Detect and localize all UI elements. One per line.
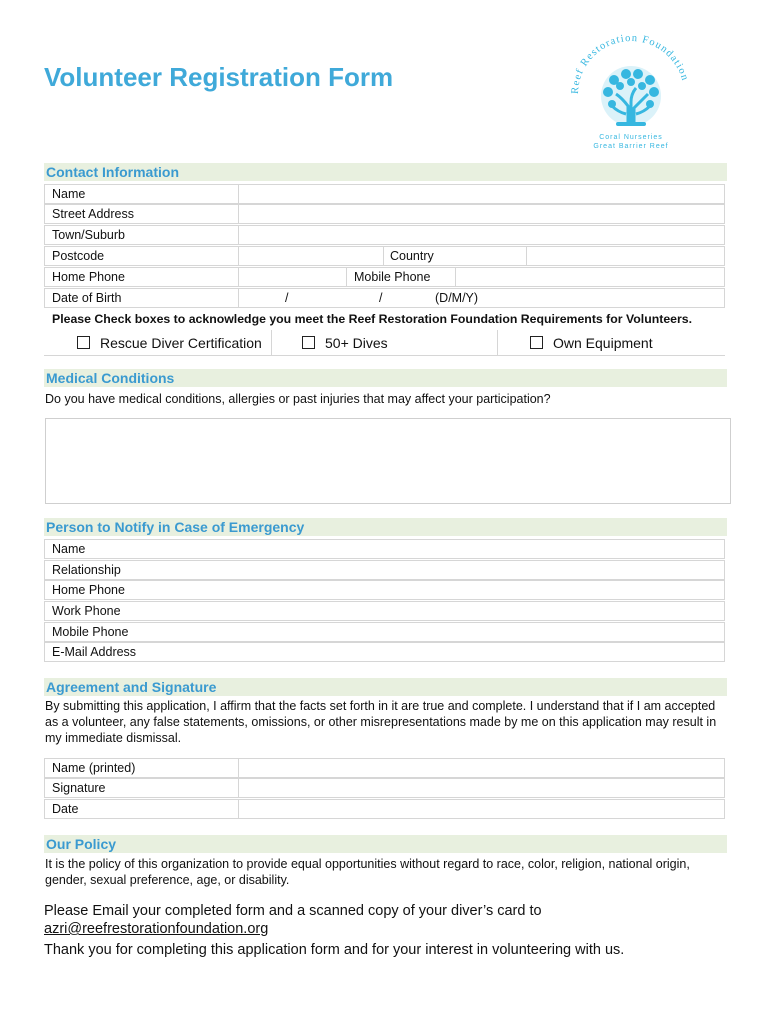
dob-row bbox=[44, 288, 725, 308]
policy-text: It is the policy of this organization to provide equal opportunities without regard to race, color, religion, national origin, gender, sexual preference, age, or disability. bbox=[45, 857, 690, 887]
emergency-section-heading: Person to Notify in Case of Emergency bbox=[44, 518, 727, 536]
policy-section-heading: Our Policy bbox=[44, 835, 727, 853]
logo-line2: Great Barrier Reef bbox=[593, 143, 669, 150]
name-row bbox=[44, 184, 725, 204]
mobile-phone-label: Mobile Phone bbox=[346, 268, 463, 286]
emergency-row[interactable] bbox=[44, 580, 725, 600]
street-label: Street Address bbox=[52, 207, 134, 221]
postcode-label: Postcode bbox=[52, 249, 105, 263]
agreement-section-heading: Agreement and Signature bbox=[44, 678, 727, 696]
signature-label: Signature bbox=[52, 781, 106, 795]
date-row bbox=[44, 799, 725, 819]
checkbox-icon bbox=[530, 336, 543, 349]
home-phone-field[interactable] bbox=[238, 268, 347, 286]
emergency-row[interactable] bbox=[44, 601, 725, 621]
email-instructions: Please Email your completed form and a scanned copy of your diver’s card to bbox=[44, 903, 542, 919]
printed-name-row bbox=[44, 758, 725, 778]
emergency-work-phone-label: Work Phone bbox=[52, 604, 121, 618]
medical-section-heading: Medical Conditions bbox=[44, 369, 727, 387]
printed-name-label: Name (printed) bbox=[52, 761, 136, 775]
checkbox-icon bbox=[302, 336, 315, 349]
country-field[interactable] bbox=[526, 247, 724, 265]
emergency-relationship-label: Relationship bbox=[52, 563, 121, 577]
page-title: Volunteer Registration Form bbox=[44, 62, 394, 92]
medical-conditions-textarea[interactable] bbox=[45, 418, 731, 504]
postcode-row bbox=[44, 246, 725, 266]
rescue-diver-label: Rescue Diver Certification bbox=[100, 335, 262, 351]
country-label: Country bbox=[383, 247, 533, 265]
fifty-dives-checkbox[interactable] bbox=[302, 335, 388, 351]
contact-section-heading: Contact Information bbox=[44, 163, 727, 181]
thank-you-text: Thank you for completing this application form and for your interest in volunteering with us. bbox=[44, 942, 625, 958]
signature-row bbox=[44, 778, 725, 798]
email-link[interactable]: azri@reefrestorationfoundation.org bbox=[44, 921, 269, 937]
emergency-home-phone-label: Home Phone bbox=[52, 583, 125, 597]
requirements-note: Please Check boxes to acknowledge you meet the Reef Restoration Foundation Requirements for Volunteers. bbox=[52, 312, 693, 326]
emergency-row[interactable] bbox=[44, 642, 725, 662]
dob-separator-2: / bbox=[379, 291, 383, 305]
emergency-name-label: Name bbox=[52, 542, 86, 556]
emergency-row[interactable] bbox=[44, 539, 725, 559]
rescue-diver-checkbox[interactable] bbox=[77, 335, 262, 351]
dob-format-hint: (D/M/Y) bbox=[435, 291, 479, 305]
divider bbox=[271, 330, 272, 355]
divider bbox=[497, 330, 498, 355]
date-field[interactable] bbox=[238, 800, 724, 818]
home-phone-label: Home Phone bbox=[52, 270, 125, 284]
name-label: Name bbox=[52, 187, 86, 201]
own-equipment-label: Own Equipment bbox=[553, 335, 653, 351]
phone-row bbox=[44, 267, 725, 287]
agreement-text: By submitting this application, I affirm that the facts set forth in it are true and complete. I understand that if I am accepted as a volunteer, any false statements, omissions, or other misrepresentations made by me on this application may result in my immediate dismissal. bbox=[45, 699, 717, 745]
street-row bbox=[44, 204, 725, 224]
own-equipment-checkbox[interactable] bbox=[530, 335, 653, 351]
date-label: Date bbox=[52, 802, 79, 816]
emergency-email-label: E-Mail Address bbox=[52, 645, 137, 659]
town-field[interactable] bbox=[238, 226, 724, 244]
emergency-row[interactable] bbox=[44, 622, 725, 642]
emergency-row[interactable] bbox=[44, 560, 725, 580]
dob-field[interactable] bbox=[238, 289, 724, 307]
logo-line1: Coral Nurseries bbox=[599, 134, 663, 141]
dob-label: Date of Birth bbox=[52, 291, 122, 305]
signature-field[interactable] bbox=[238, 779, 724, 797]
emergency-mobile-phone-label: Mobile Phone bbox=[52, 625, 129, 639]
street-field[interactable] bbox=[238, 205, 724, 223]
fifty-dives-label: 50+ Dives bbox=[325, 335, 388, 351]
checkbox-icon bbox=[77, 336, 90, 349]
reef-restoration-logo bbox=[556, 24, 706, 154]
coral-icon bbox=[601, 66, 661, 126]
mobile-phone-field[interactable] bbox=[455, 268, 724, 286]
dob-separator-1: / bbox=[285, 291, 289, 305]
town-row bbox=[44, 225, 725, 245]
town-label: Town/Suburb bbox=[52, 228, 125, 242]
medical-question: Do you have medical conditions, allergies or past injuries that may affect your participation? bbox=[45, 392, 551, 406]
printed-name-field[interactable] bbox=[238, 759, 724, 777]
email-link-wrap bbox=[44, 920, 268, 939]
name-field[interactable] bbox=[238, 185, 724, 203]
postcode-field[interactable] bbox=[238, 247, 384, 265]
logo-arc-text: Reef Restoration Foundation bbox=[569, 32, 691, 95]
